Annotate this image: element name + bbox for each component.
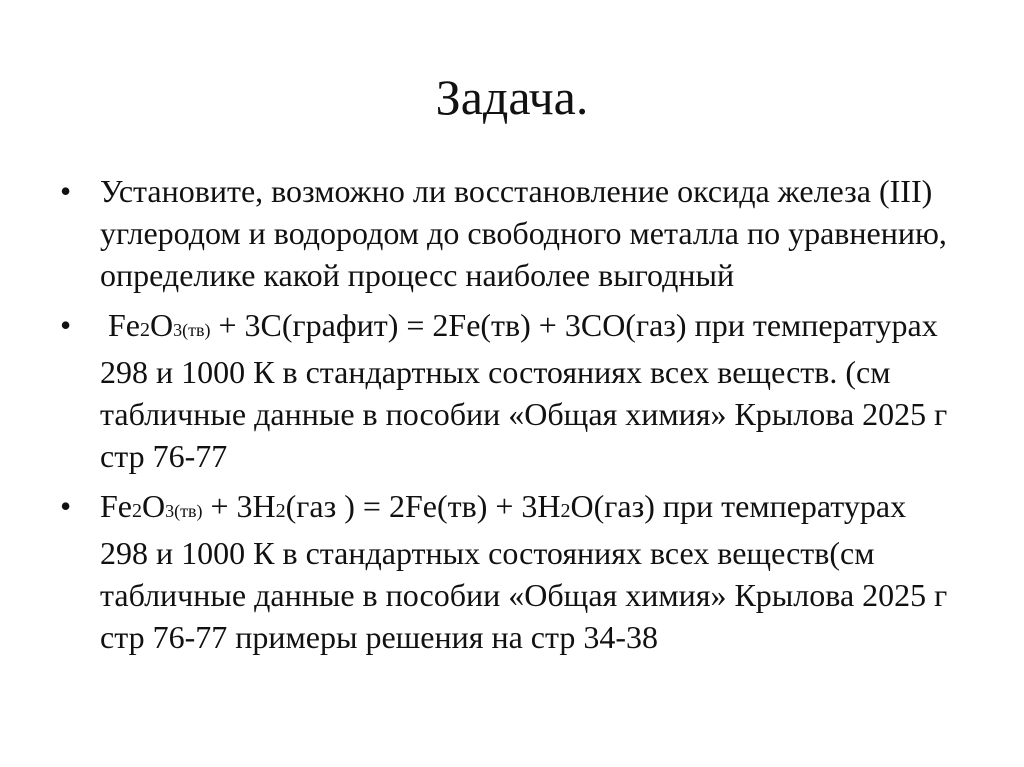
bullet-item [60, 304, 960, 477]
formula-fe-subscript: 2 [140, 319, 150, 341]
formula-fe: Fe [100, 488, 132, 524]
bullet-text: + 3С(графит) = 2Fe(тв) + 3CO(газ) при температурах 298 и 1000 К в стандартных состояниях всех веществ. (см табличные данные в пособии «Общая химия» Крылова 2025 г стр 76-77 [100, 307, 948, 474]
formula-h-subscript: 2 [275, 500, 286, 522]
formula-part: + 3H [202, 488, 276, 524]
bullet-dot-icon: • [60, 173, 72, 209]
formula-h2o-subscript: 2 [560, 500, 571, 522]
formula-fe-subscript: 2 [132, 500, 142, 522]
bullet-text: O(газ) при температурах 298 и 1000 К в стандартных состояниях всех веществ(см табличные данные в пособии «Общая химия» Крылова 2025 г стр 76-77 примеры решения на стр 34-38 [100, 488, 948, 655]
slide-title: Задача. [435, 69, 589, 125]
bullet-text: Установите, возможно ли восстановление оксида железа (III) углеродом и водородом до свободного металла по уравнению, определике какой процесс наиболее выгодный [100, 173, 947, 293]
formula-o-subscript: 3(тв) [173, 320, 211, 340]
formula-o: O [142, 488, 166, 524]
bullet-dot-icon: • [60, 307, 72, 343]
bullet-item [60, 485, 960, 658]
formula-o-subscript: 3(тв) [165, 501, 203, 521]
formula-lead-space [100, 307, 108, 343]
formula-part: (газ ) = 2Fe(тв) + 3H [285, 488, 561, 524]
bullet-dot-icon: • [60, 488, 72, 524]
formula-fe: Fe [108, 307, 140, 343]
formula-o: O [150, 307, 174, 343]
bullet-item [60, 170, 960, 296]
bullet-list [60, 170, 960, 666]
